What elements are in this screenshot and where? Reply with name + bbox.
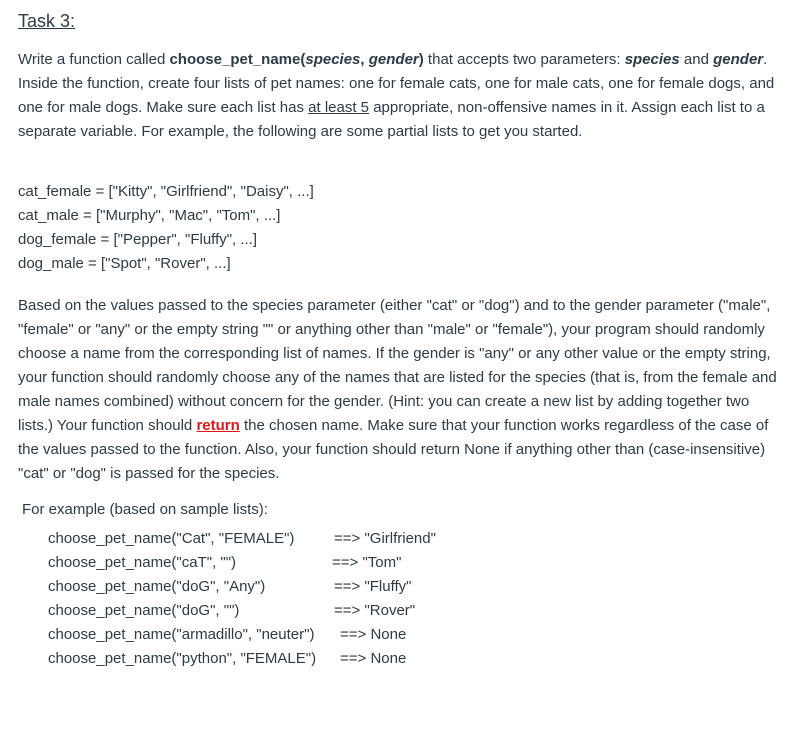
param-close: ) [418, 51, 424, 68]
intro-text-1: Write a function called [18, 51, 170, 68]
example-row [48, 575, 412, 599]
rules-text-1: Based on the values passed to the species parameter (either "cat" or "dog") and to the gender parameter ("male", "female" or "any" or the empty string "" or anything other than "male" or "female"), your program should randomly choose a name from the corresponding list of names. If the gender is "any" or any other value or the empty string, your function should randomly choose any of the names that are listed for the species (that is, from the female and male names combined) without concern for the gender. (Hint: you can create a new list by adding together two lists.) Your function should [18, 297, 777, 434]
examples-list [48, 527, 436, 671]
example-heading: For example (based on sample lists): [22, 501, 268, 518]
example-call: choose_pet_name("doG", "Any") [48, 578, 266, 595]
example-result: ==> "Fluffy" [334, 578, 412, 595]
example-call: choose_pet_name("python", "FEMALE") [48, 650, 317, 667]
code-line: cat_female = ["Kitty", "Girlfriend", "Daisy", ...] [18, 183, 314, 200]
at-least-underlined: at least 5 [308, 99, 370, 116]
rules-text-2: the chosen name. Make sure that your function works regardless of the case of the values passed to the function. Also, your function should return None if anything other than (case-insensitive) "cat" or "dog" is passed for the species. [18, 417, 769, 482]
code-line: dog_male = ["Spot", "Rover", ...] [18, 255, 231, 272]
code-line: dog_female = ["Pepper", "Fluffy", ...] [18, 231, 258, 248]
example-call: choose_pet_name("caT", "") [48, 554, 237, 571]
document [18, 6, 798, 667]
example-row [48, 551, 402, 575]
return-link[interactable]: return [196, 417, 240, 434]
param-gender: gender [368, 51, 419, 68]
intro-text-2: that accepts two parameters: [423, 51, 625, 68]
example-row [48, 527, 436, 551]
task-title: Task 3: [18, 11, 76, 31]
example-row [48, 599, 416, 623]
example-call: choose_pet_name("doG", "") [48, 602, 240, 619]
function-name [169, 51, 423, 68]
rules-paragraph [18, 294, 778, 486]
intro-text-3: and [679, 51, 714, 68]
example-call: choose_pet_name("armadillo", "neuter") [48, 626, 315, 643]
example-result: ==> "Rover" [334, 602, 416, 619]
param-species-bold: species [624, 51, 680, 68]
param-gender-bold: gender [713, 51, 764, 68]
example-result: ==> None [340, 650, 407, 667]
example-row [48, 623, 407, 647]
intro-text-5: appropriate, non-offensive names in it. Assign each list to a separate variable. For example, the following are some partial lists to get you started. [18, 99, 765, 140]
function-name-text: choose_pet_name( [169, 51, 306, 68]
code-lists [18, 180, 314, 276]
intro-text-4: . Inside the function, create four lists of pet names: one for female cats, one for male cats, one for female dogs, and one for male dogs. Make sure each list has [18, 51, 775, 116]
code-line: cat_male = ["Murphy", "Mac", "Tom", ...] [18, 207, 281, 224]
param-species: species [305, 51, 361, 68]
example-result: ==> "Girlfriend" [334, 530, 436, 547]
param-comma: , [360, 51, 369, 68]
example-result: ==> None [340, 626, 407, 643]
example-result: ==> "Tom" [332, 554, 402, 571]
intro-paragraph [18, 48, 778, 144]
example-call: choose_pet_name("Cat", "FEMALE") [48, 530, 295, 547]
example-row [48, 647, 407, 671]
